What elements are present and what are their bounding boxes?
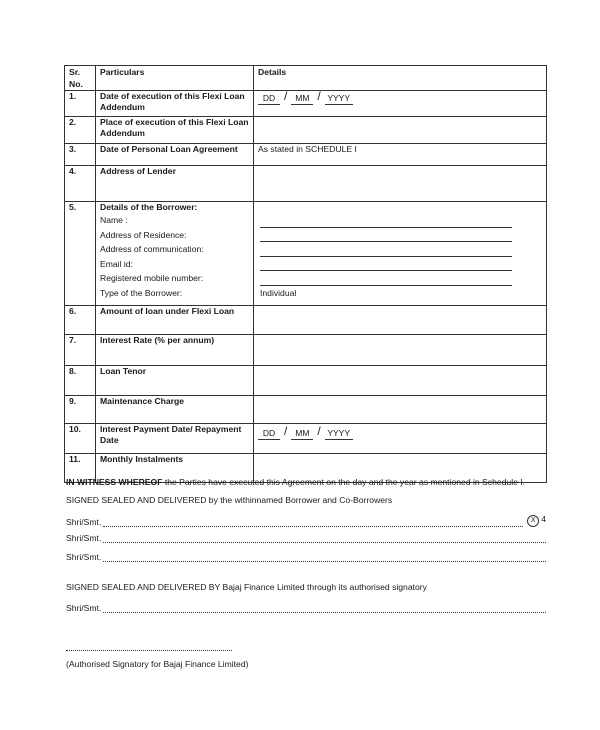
personal-loan-date-value: As stated in SCHEDULE I <box>254 144 547 166</box>
date-yyyy: YYYY <box>325 93 353 105</box>
table-row <box>65 424 547 454</box>
date-dd: DD <box>258 93 280 105</box>
loan-amount-field[interactable] <box>254 306 547 335</box>
date-mm: MM <box>291 428 313 440</box>
witness-text: the Parties have executed this Agreement on the day and the year as mentioned in Schedule I. <box>162 477 526 487</box>
repayment-date-field[interactable]: DD / MM / YYYY <box>254 424 547 454</box>
date-mm: MM <box>291 93 313 105</box>
authorised-signatory-caption: (Authorised Signatory for Bajaj Finance Limited) <box>66 659 249 669</box>
witness-bold: IN WITNESS WHEREOF <box>66 477 163 487</box>
email-field[interactable] <box>260 257 512 272</box>
row-particular: Amount of loan under Flexi Loan <box>96 306 254 335</box>
date-yyyy: YYYY <box>325 428 353 440</box>
witness-statement <box>66 477 525 488</box>
table-row <box>65 366 547 396</box>
shri-label: Shri/Smt. <box>66 517 102 527</box>
flexi-loan-details-table <box>64 65 547 483</box>
borrower-signature-line-1[interactable] <box>66 514 546 527</box>
circled-x-icon: X <box>527 515 539 527</box>
borrower-details-cell <box>96 202 254 306</box>
header-particulars: Particulars <box>96 66 254 91</box>
row-particular: Interest Payment Date/ Repayment Date <box>96 424 254 454</box>
row-particular: Monthly Instalments <box>96 454 254 483</box>
header-sr-no: Sr. No. <box>65 66 96 91</box>
email-label: Email id: <box>100 258 133 269</box>
date-dd: DD <box>258 428 280 440</box>
place-of-execution-field[interactable] <box>254 117 547 144</box>
table-row <box>65 166 547 202</box>
borrower-name-field[interactable] <box>260 213 512 228</box>
signature-mark <box>527 514 546 527</box>
row-number: 4. <box>65 166 96 202</box>
table-row <box>65 117 547 144</box>
row-number: 3. <box>65 144 96 166</box>
row-particular: Maintenance Charge <box>96 396 254 424</box>
interest-rate-field[interactable] <box>254 335 547 366</box>
row-particular: Loan Tenor <box>96 366 254 396</box>
borrower-type-value: Individual <box>260 287 297 298</box>
communication-address-label: Address of communication: <box>100 244 204 254</box>
table-row <box>65 202 547 306</box>
borrower-details-heading: Details of the Borrower: <box>100 202 198 212</box>
row-number: 11. <box>65 454 96 483</box>
borrower-type-label: Type of the Borrower: <box>100 287 183 298</box>
borrower-details-fields <box>254 202 547 306</box>
table-row <box>65 396 547 424</box>
mark-suffix: 4 <box>541 514 546 524</box>
shri-label: Shri/Smt. <box>66 603 102 613</box>
row-number: 8. <box>65 366 96 396</box>
row-number: 5. <box>65 202 96 306</box>
row-number: 2. <box>65 117 96 144</box>
table-row <box>65 335 547 366</box>
row-number: 6. <box>65 306 96 335</box>
table-header-row <box>65 66 547 91</box>
mobile-label: Registered mobile number: <box>100 273 204 283</box>
signed-borrower-text: SIGNED SEALED AND DELIVERED by the withinnamed Borrower and Co-Borrowers <box>66 495 393 505</box>
row-particular: Date of Personal Loan Agreement <box>96 144 254 166</box>
signed-bajaj-text: SIGNED SEALED AND DELIVERED BY Bajaj Finance Limited through its authorised signatory <box>66 582 427 592</box>
loan-tenor-field[interactable] <box>254 366 547 396</box>
table-row <box>65 144 547 166</box>
table-row <box>65 91 547 117</box>
row-particular: Place of execution of this Flexi Loan Addendum <box>96 117 254 144</box>
maintenance-charge-field[interactable] <box>254 396 547 424</box>
row-particular: Interest Rate (% per annum) <box>96 335 254 366</box>
shri-label: Shri/Smt. <box>66 552 102 562</box>
borrower-signature-line-3[interactable] <box>66 552 546 562</box>
authorised-signature-line[interactable] <box>66 650 232 651</box>
communication-address-field[interactable] <box>260 242 512 257</box>
row-particular: Address of Lender <box>96 166 254 202</box>
borrower-signature-line-2[interactable] <box>66 533 546 543</box>
residence-address-label: Address of Residence: <box>100 229 187 240</box>
header-details: Details <box>254 66 547 91</box>
row-number: 1. <box>65 91 96 117</box>
lender-address-field[interactable] <box>254 166 547 202</box>
bajaj-signature-line[interactable] <box>66 603 546 613</box>
row-number: 7. <box>65 335 96 366</box>
row-particular: Date of execution of this Flexi Loan Addendum <box>96 91 254 117</box>
row-number: 10. <box>65 424 96 454</box>
residence-address-field[interactable] <box>260 228 512 243</box>
table-row <box>65 306 547 335</box>
row-number: 9. <box>65 396 96 424</box>
mobile-field[interactable] <box>260 271 512 286</box>
borrower-name-label: Name : <box>100 215 128 225</box>
shri-label: Shri/Smt. <box>66 533 102 543</box>
execution-date-field[interactable]: DD / MM / YYYY <box>254 91 547 117</box>
